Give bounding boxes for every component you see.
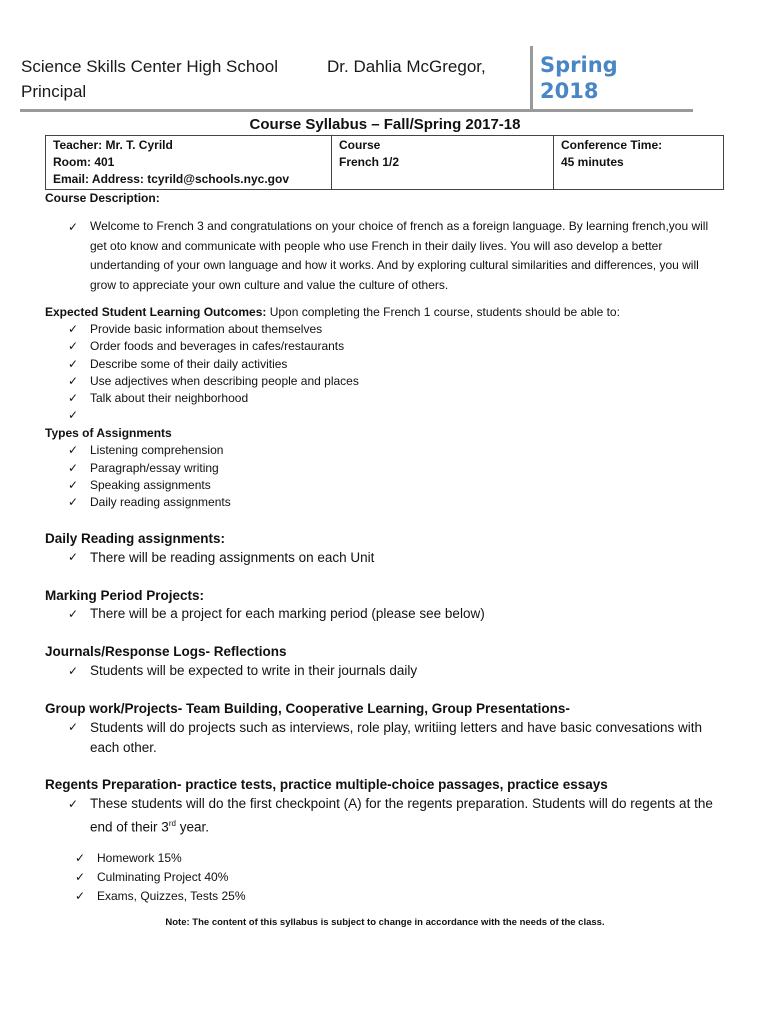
check-icon: ✓ — [68, 322, 79, 336]
check-icon: ✓ — [68, 664, 79, 678]
outcomes-intro: Upon completing the French 1 course, students should be able to: — [266, 305, 620, 319]
check-icon: ✓ — [68, 374, 79, 388]
section-title: Journals/Response Logs- Reflections — [45, 644, 287, 659]
school-name: Science Skills Center High School — [21, 57, 279, 76]
section-title: Daily Reading assignments: — [45, 531, 226, 546]
outcome-item: Describe some of their daily activities — [90, 357, 288, 371]
section-title: Group work/Projects- Team Building, Cooperative Learning, Group Presentations- — [45, 701, 570, 716]
check-icon: ✓ — [68, 391, 79, 405]
assignments-label: Types of Assignments — [45, 426, 172, 440]
check-icon: ✓ — [68, 720, 79, 734]
check-icon: ✓ — [75, 889, 86, 903]
regents-text-end: year. — [175, 819, 209, 834]
check-icon: ✓ — [68, 550, 79, 564]
section-item: Students will do projects such as interviews, role play, writiing letters and have basic convesations with each other. — [90, 720, 703, 755]
course-info-table — [45, 135, 724, 190]
check-icon: ✓ — [68, 408, 79, 422]
grading-item: Exams, Quizzes, Tests 25% — [97, 889, 246, 903]
assignment-item: Listening comprehension — [90, 443, 224, 457]
term-label — [540, 52, 618, 104]
header-divider-vertical — [530, 46, 533, 110]
outcome-item: Order foods and beverages in cafes/restaurants — [90, 339, 345, 353]
principal-block — [327, 54, 486, 79]
outcome-item: Use adjectives when describing people and places — [90, 374, 359, 388]
section-item: There will be a project for each marking period (please see below) — [90, 606, 485, 621]
room-number: Room: 401 — [53, 155, 115, 169]
outcome-item: Talk about their neighborhood — [90, 391, 249, 405]
check-icon: ✓ — [68, 443, 79, 457]
check-icon: ✓ — [68, 495, 79, 509]
principal-name: Dr. Dahlia McGregor, — [327, 57, 486, 76]
grading-item: Homework 15% — [97, 851, 182, 865]
check-icon: ✓ — [68, 220, 79, 234]
section-item — [90, 794, 730, 837]
teacher-name: Teacher: Mr. T. Cyrild — [53, 138, 173, 152]
teacher-email: Email: Address: tcyrild@schools.nyc.gov — [53, 172, 289, 186]
syllabus-note: Note: The content of this syllabus is subject to change in accordance with the needs of the class. — [165, 917, 605, 928]
conference-value: 45 minutes — [561, 155, 624, 169]
section-item: There will be reading assignments on each Unit — [90, 550, 375, 565]
check-icon: ✓ — [68, 607, 79, 621]
check-icon: ✓ — [68, 461, 79, 475]
check-icon: ✓ — [68, 797, 79, 811]
section-item: Students will be expected to write in their journals daily — [90, 663, 418, 678]
conference-cell — [554, 136, 724, 190]
check-icon: ✓ — [68, 478, 79, 492]
assignment-item: Daily reading assignments — [90, 495, 231, 509]
principal-title: Principal — [21, 82, 87, 101]
header-divider-horizontal — [20, 109, 693, 112]
course-value: French 1/2 — [339, 155, 400, 169]
term-year: 2018 — [540, 79, 599, 103]
course-cell — [332, 136, 554, 190]
check-icon: ✓ — [75, 851, 86, 865]
course-label: Course — [339, 138, 381, 152]
ordinal-suffix: rd — [168, 818, 176, 828]
check-icon: ✓ — [68, 339, 79, 353]
section-title: Marking Period Projects: — [45, 588, 205, 603]
term-season: Spring — [540, 53, 618, 77]
section-title: Regents Preparation- practice tests, practice multiple-choice passages, practice essays — [45, 777, 608, 792]
check-icon: ✓ — [68, 357, 79, 371]
teacher-cell — [46, 136, 332, 190]
course-description-text: Welcome to French 3 and congratulations on your choice of french as a foreign language. By learning french,you will get oto know and communicate with people who use French in their daily lives. You will aso develop a better undertanding of your own language and how it works. And by exploring cultural similarities and differences, you will grow to appreciate your own culture and value the culture of others. — [90, 219, 709, 292]
outcome-item: Provide basic information about themselves — [90, 322, 323, 336]
course-description-label: Course Description: — [45, 191, 160, 205]
outcomes-heading — [45, 304, 620, 321]
assignment-item: Speaking assignments — [90, 478, 211, 492]
check-icon: ✓ — [75, 870, 86, 884]
outcomes-label: Expected Student Learning Outcomes: — [45, 305, 267, 319]
assignment-item: Paragraph/essay writing — [90, 461, 219, 475]
grading-item: Culminating Project 40% — [97, 870, 229, 884]
regents-text: These students will do the first checkpoint (A) for the regents preparation. Students will do regents at the end of their 3 — [90, 796, 713, 834]
conference-label: Conference Time: — [561, 138, 663, 152]
syllabus-title: Course Syllabus – Fall/Spring 2017-18 — [249, 116, 521, 133]
